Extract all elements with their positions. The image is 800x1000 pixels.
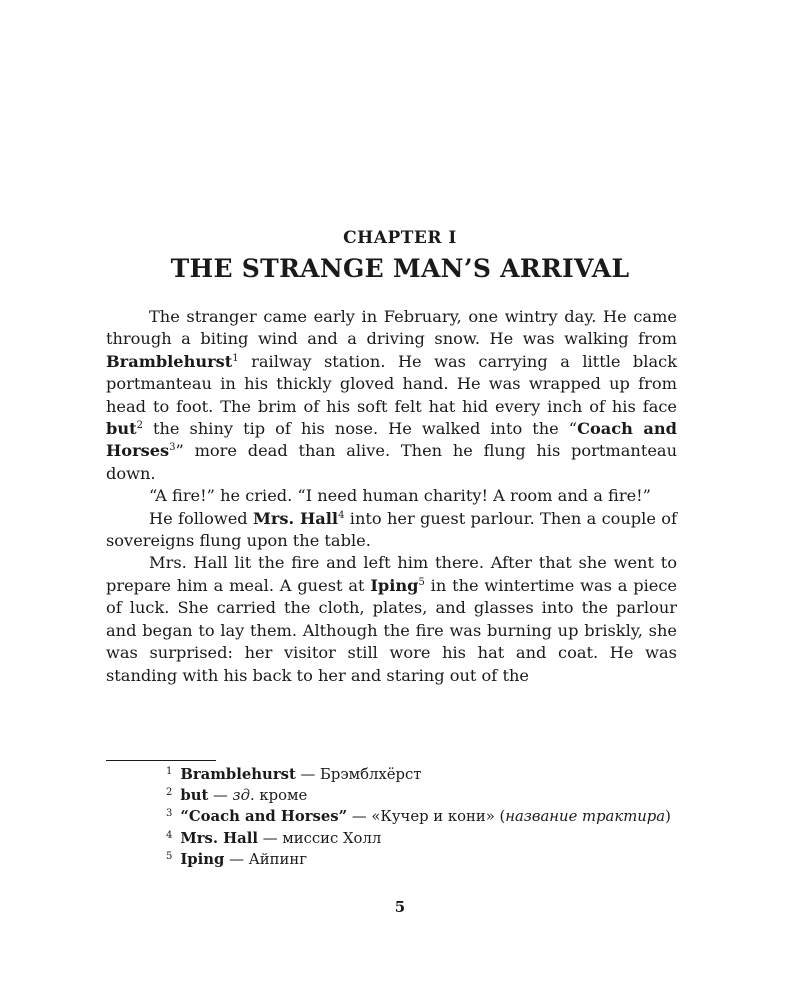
footnote-text: — Айпинг <box>224 850 307 868</box>
footnotes <box>106 764 677 870</box>
paragraph <box>106 485 677 507</box>
bold-term: but <box>106 419 137 439</box>
bold-term: Mrs. Hall <box>252 508 339 528</box>
page-number: 5 <box>394 898 406 916</box>
paragraph <box>106 306 677 485</box>
footnote-text: — <box>208 787 233 805</box>
bold-term: Bramblehurst <box>180 766 296 783</box>
footnote: 2 but — зд. кроме <box>166 787 308 805</box>
text-run: into her guest parlour. Then a couple of sovereigns flung upon the table. <box>106 508 677 551</box>
footnote-text: кроме <box>254 787 308 805</box>
footnote-reference: 2 <box>136 420 143 432</box>
footnote-text: ) <box>665 808 671 826</box>
footnote: 3 “Coach and Horses” — «Кучер и кони» (название трактира) <box>166 808 671 826</box>
paragraph <box>106 508 677 553</box>
bold-term: but <box>180 787 209 805</box>
footnote-reference: 4 <box>338 509 345 521</box>
text-run: railway station. He was carrying a little black portmanteau in his thickly gloved hand. He was wrapped up from head to foot. The brim of his soft felt hat hid every inch of his face <box>106 351 677 416</box>
bold-term: Coach and Horses <box>106 419 677 461</box>
footnote: 4 Mrs. Hall — миссис Холл <box>166 829 382 847</box>
paragraph <box>106 552 677 686</box>
bold-term: Iping <box>180 850 225 868</box>
footnote: 1 Bramblehurst — Брэмблхёрст <box>166 766 422 783</box>
text-run: Mrs. Hall lit the fire and left him there. After that she went to prepare him a meal. A guest at <box>106 553 677 595</box>
footnote-text: зд. <box>232 787 255 805</box>
footnote-text: — миссис Холл <box>258 829 382 847</box>
footnote: 5 Iping — Айпинг <box>166 850 307 868</box>
bold-term: “Coach and Horses” <box>180 808 348 826</box>
bold-term: Mrs. Hall <box>180 829 258 847</box>
footnote-text: — «Кучер и кони» ( <box>347 808 506 826</box>
footnote-reference: 1 <box>232 352 239 364</box>
text-run: He followed <box>149 508 253 528</box>
footnote-divider <box>106 760 216 761</box>
bold-term: Iping <box>370 575 419 595</box>
footnote-text: название трактира <box>505 808 666 826</box>
footnote-text: — Брэмблхёрст <box>295 766 422 783</box>
text-run: in the wintertime was a piece of luck. She carried the cloth, plates, and glasses into the parlour and began to lay them. Although the fire was burning up briskly, she was surprised: her visitor still wore his hat and coat. He was standing with his back to her and staring out of the <box>106 575 678 685</box>
footnote-reference: 3 <box>169 442 176 454</box>
chapter-title: THE STRANGE MAN’S ARRIVAL <box>170 254 630 283</box>
text-run: the shiny tip of his nose. He walked into the “ <box>142 419 578 439</box>
chapter-body <box>106 306 677 687</box>
text-run: ” more dead than alive. Then he flung his portmanteau down. <box>106 441 677 483</box>
chapter-label: CHAPTER I <box>343 228 457 248</box>
text-run: The stranger came early in February, one wintry day. He came through a biting wind and a driving snow. He was walking from <box>106 307 677 349</box>
bold-term: Bramblehurst <box>106 351 233 371</box>
footnote-reference: 5 <box>418 576 425 588</box>
text-run: “A fire!” he cried. “I need human charity! A room and a fire!” <box>149 486 651 506</box>
